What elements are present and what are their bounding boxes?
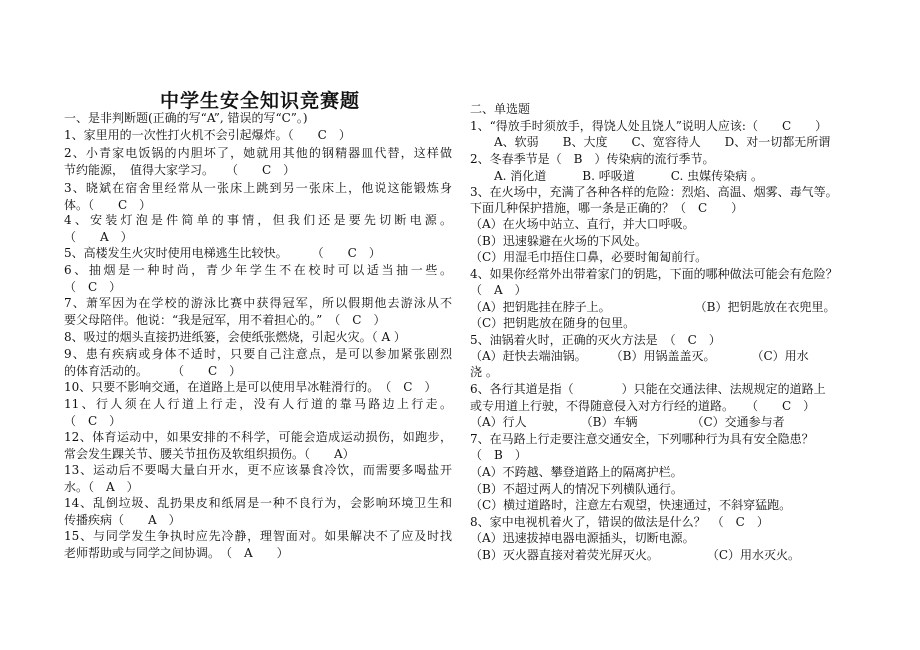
choice-line: （A）迅速拔掉电器电源插头，切断电源。	[470, 531, 695, 545]
judgment-line: 14、乱倒垃圾、乱扔果皮和纸屑是一种不良行为，会影响环境卫生和	[64, 496, 452, 510]
choice-line: A. 消化道 B. 呼吸道 C. 虫媒传染病 。	[470, 169, 763, 183]
choice-line: （A）赶快去端油锅。 （B）用锅盖盖灭。 （C）用水	[470, 349, 809, 363]
choice-line: （A）在火场中站立、直行，并大口呼吸。	[470, 217, 695, 231]
judgment-line: 一、是非判断题(正确的写“A”, 错误的写“C”。)	[64, 111, 308, 125]
choice-line: （B）灭火器直接对着荧光屏灭火。 （C）用水灭火。	[470, 548, 801, 562]
choice-line: 3、在火场中，充满了各种各样的危险：烈焰、高温、烟雾、毒气等。	[470, 185, 838, 199]
choice-line: （A）把钥匙挂在脖子上。 （B）把钥匙放在衣兜里。	[470, 300, 836, 314]
choice-line: （C）横过道路时，注意左右观望，快速通过，不斜穿猛跑。	[470, 498, 792, 512]
judgment-line: （ A ）	[64, 230, 133, 244]
judgment-line: 9、患有疾病或身体不适时，只要自己注意点，是可以参加紧张剧烈	[64, 347, 452, 361]
judgment-line: 要父母陪伴。他说：“我是冠军，用不着担心的。” （ C ）	[64, 313, 386, 327]
judgment-line: 的体育活动的。 （ C ）	[64, 364, 242, 378]
judgment-line: 11、行人须在人行道上行走，没有人行道的靠马路边上行走。	[64, 397, 452, 411]
choice-line: 2、冬春季节是（ B ）传染病的流行季节。	[470, 152, 715, 166]
choice-line: 4、如果你经常外出带着家门的钥匙，下面的哪种做法可能会有危险？	[470, 267, 838, 281]
judgment-line: （ C ）	[64, 414, 122, 428]
judgment-line: 13、运动后不要喝大量白开水，更不应该暴食冷饮，而需要多喝盐开	[64, 463, 452, 477]
judgment-line: 10、只要不影响交通，在道路上是可以使用旱冰鞋滑行的。 （ C ）	[64, 380, 437, 394]
judgment-line: 6、抽烟是一种时尚，青少年学生不在校时可以适当抽一些。	[64, 263, 452, 277]
judgment-line: 4、安装灯泡是件简单的事情，但我们还是要先切断电源。	[64, 213, 452, 227]
judgment-line: 老师帮助或与同学之间协调。 （ A ）	[64, 546, 289, 560]
judgment-line: 节约能源， 值得大家学习。 （ C ）	[64, 163, 296, 177]
choice-line: 二、单选题	[470, 102, 531, 116]
choice-line: 5、油锅着火时，正确的灭火方法是 （ C ）	[470, 333, 721, 347]
choice-line: 1、“得放手时须放手，得饶人处且饶人”说明人应该:（ C ）	[470, 119, 828, 133]
judgment-line: 1、家里用的一次性打火机不会引起爆炸。（ C ）	[64, 128, 351, 142]
choice-line: （ A ）	[470, 283, 527, 297]
choice-line: 下面几种保护措施，哪一条是正确的？（ C ）	[470, 201, 744, 215]
judgment-line: 12、体育运动中，如果安排的不科学，可能会造成运动损伤，如跑步，	[64, 430, 452, 444]
choice-line: 8、家中电视机着火了，错误的做法是什么？ （ C ）	[470, 515, 769, 529]
choice-line: A、软弱 B、大度 C、宽容待人 D、对一切都无所谓	[470, 135, 831, 149]
choice-line: （B）迅速躲避在火场的下风处。	[470, 234, 647, 248]
judgment-line: 15、与同学发生争执时应先冷静，理智面对。如果解决不了应及时找	[64, 529, 452, 543]
choice-line: 浇 。	[470, 365, 498, 379]
choice-line: 或专用道上行驶，不得随意侵入对方行经的道路。 （ C ）	[470, 399, 816, 413]
choice-line: 7、在马路上行走要注意交通安全，下列哪种行为具有安全隐患？	[470, 432, 814, 446]
choice-line: （A）行人 （B）车辆 （C）交通参与者	[470, 415, 785, 429]
judgment-line: 传播疾病（ A ）	[64, 513, 181, 527]
judgment-line: 5、高楼发生火灾时使用电梯逃生比较快。 （ C ）	[64, 246, 381, 260]
judgment-line: 3、晓斌在宿舍里经常从一张床上跳到另一张床上，他说这能锻炼身	[64, 181, 452, 195]
judgment-line: 7、萧军因为在学校的游泳比赛中获得冠军，所以假期他去游泳从不	[64, 296, 452, 310]
judgment-line: 体。（ C ）	[64, 198, 152, 212]
judgment-line: 8、吸过的烟头直接扔进纸篓，会使纸张燃烧，引起火灾。（ A ）	[64, 330, 406, 344]
choice-line: （B）不超过两人的情况下列横队通行。	[470, 482, 683, 496]
judgment-line: 水。（ A ）	[64, 480, 139, 494]
choice-line: 6、各行其道是指（ ）只能在交通法律、法规规定的道路上	[470, 382, 826, 396]
choice-line: （C）用湿毛巾捂住口鼻，必要时匍匐前行。	[470, 250, 708, 264]
choice-line: （A）不跨越、攀登道路上的隔离护栏。	[470, 465, 683, 479]
judgment-line: （ C ）	[64, 280, 122, 294]
judgment-line: 2、小青家电饭锅的内胆坏了，她就用其他的钢精器皿代替，这样做	[64, 146, 452, 160]
choice-line: （C）把钥匙放在随身的包里。	[470, 316, 636, 330]
page-title: 中学生安全知识竞赛题	[160, 90, 361, 112]
judgment-line: 常会发生踝关节、腰关节扭伤及软组织损伤。（ A）	[64, 447, 355, 461]
choice-line: （ B ）	[470, 448, 527, 462]
